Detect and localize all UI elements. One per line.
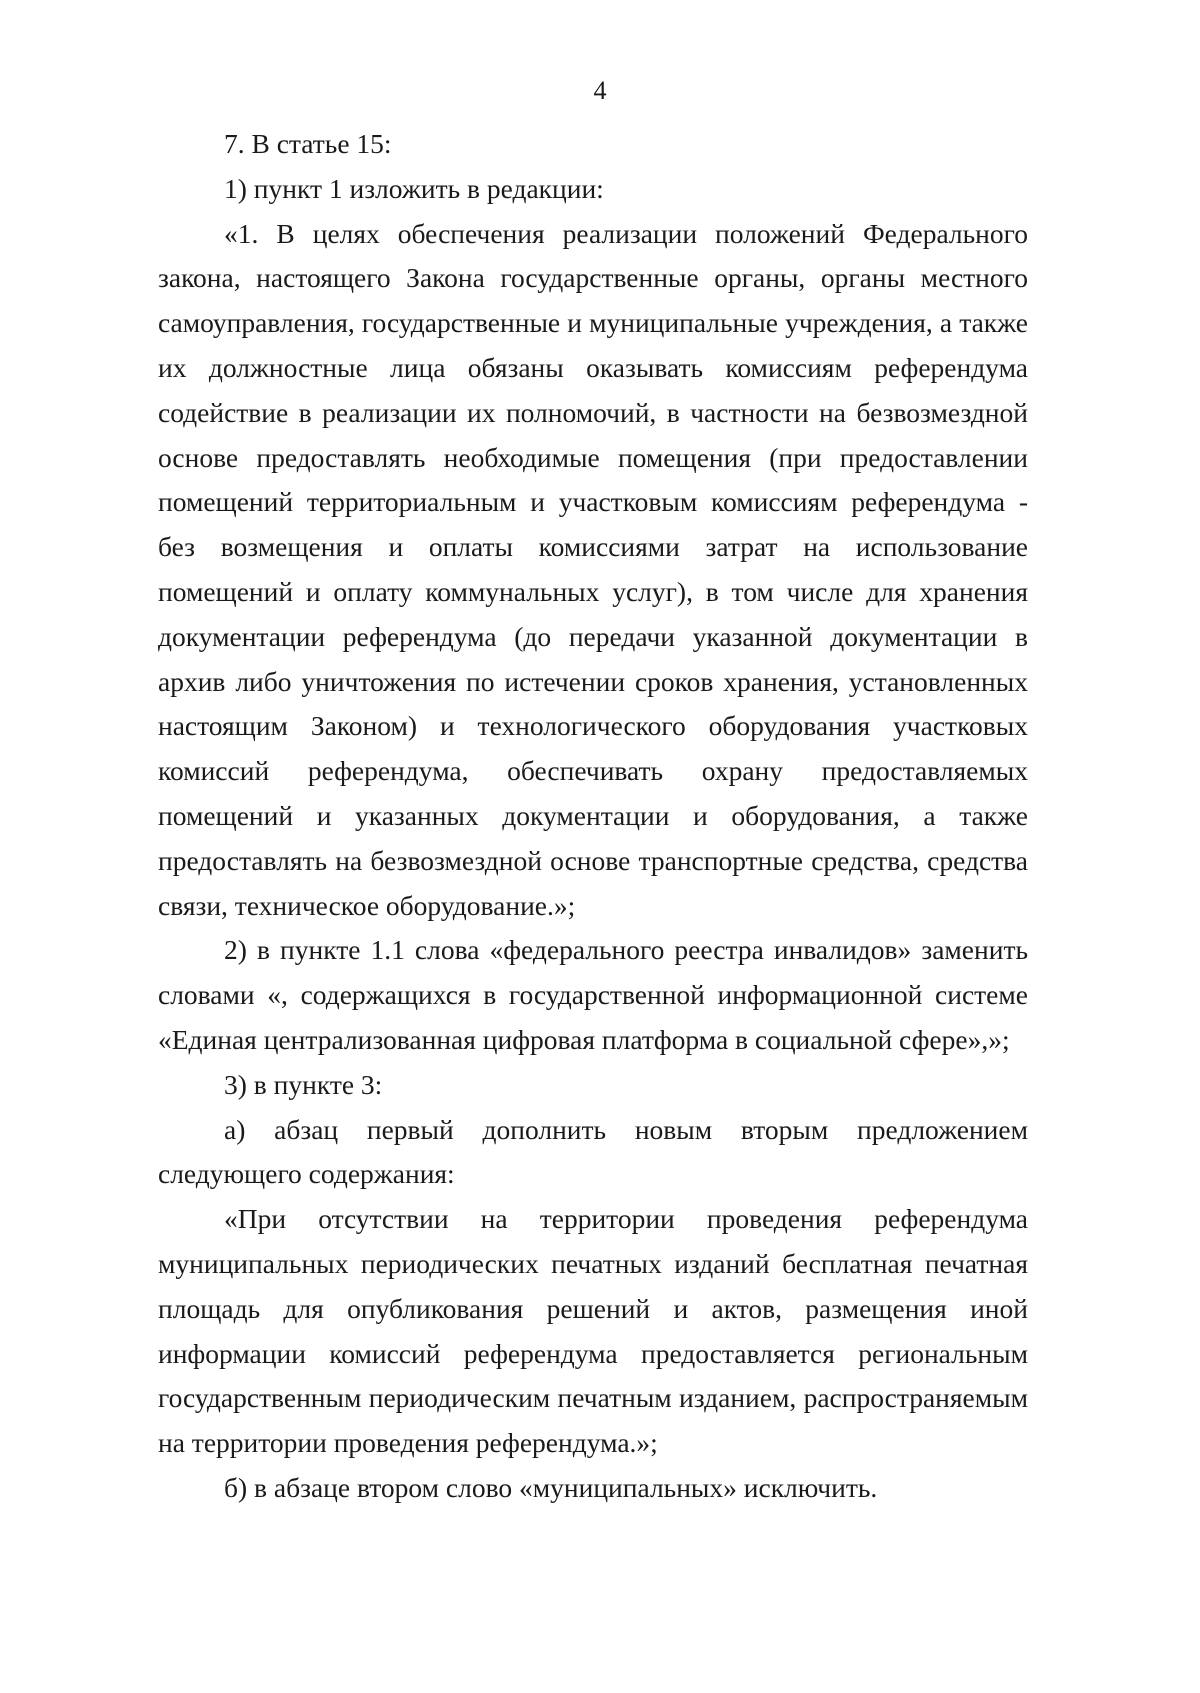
- amendment-text-1: «1. В целях обеспечения реализации положений Федерального закона, настоящего Закона государственные органы, органы местного самоуправления, государственные и муниципальные учреждения, а также их должностные лица обязаны оказывать комиссиям референдума содействие в реализации их полномочий, в частности на безвозмездной основе предоставлять необходимые помещения (при предоставлении помещений территориальным и участковым комиссиям референдума - без возмещения и оплаты комиссиями затрат на использование помещений и оплату коммунальных услуг), в том числе для хранения документации референдума (до передачи указанной документации в архив либо уничтожения по истечении сроков хранения, установленных настоящим Законом) и технологического оборудования участковых комиссий референдума, обеспечивать охрану предоставляемых помещений и указанных документации и оборудования, а также предоставлять на безвозмездной основе транспортные средства, средства связи, техническое оборудование.»;: [158, 217, 1028, 921]
- amendment-subitem-a: а) абзац первый дополнить новым вторым предложением следующего содержания:: [158, 1113, 1028, 1190]
- amendment-item-1: 1) пункт 1 изложить в редакции:: [224, 172, 604, 204]
- amendment-subitem-b: б) в абзаце втором слово «муниципальных» исключить.: [224, 1471, 878, 1503]
- amendment-text-a: «При отсутствии на территории проведения референдума муниципальных периодических печатных изданий бесплатная печатная площадь для опубликования решений и актов, размещения иной информации комиссий референдума предоставляется региональным государственным периодическим печатным изданием, распространяемым на территории проведения референдума.»;: [158, 1203, 1028, 1459]
- article-heading: 7. В статье 15:: [224, 128, 392, 159]
- amendment-item-3: 3) в пункте 3:: [224, 1068, 383, 1100]
- document-body: [158, 122, 1028, 1511]
- page-number: 4: [593, 76, 607, 105]
- amendment-item-2: 2) в пункте 1.1 слова «федерального реестра инвалидов» заменить словами «, содержащихся в государственной информационной системе «Единая централизованная цифровая платформа в социальной сфере»,»;: [158, 934, 1028, 1055]
